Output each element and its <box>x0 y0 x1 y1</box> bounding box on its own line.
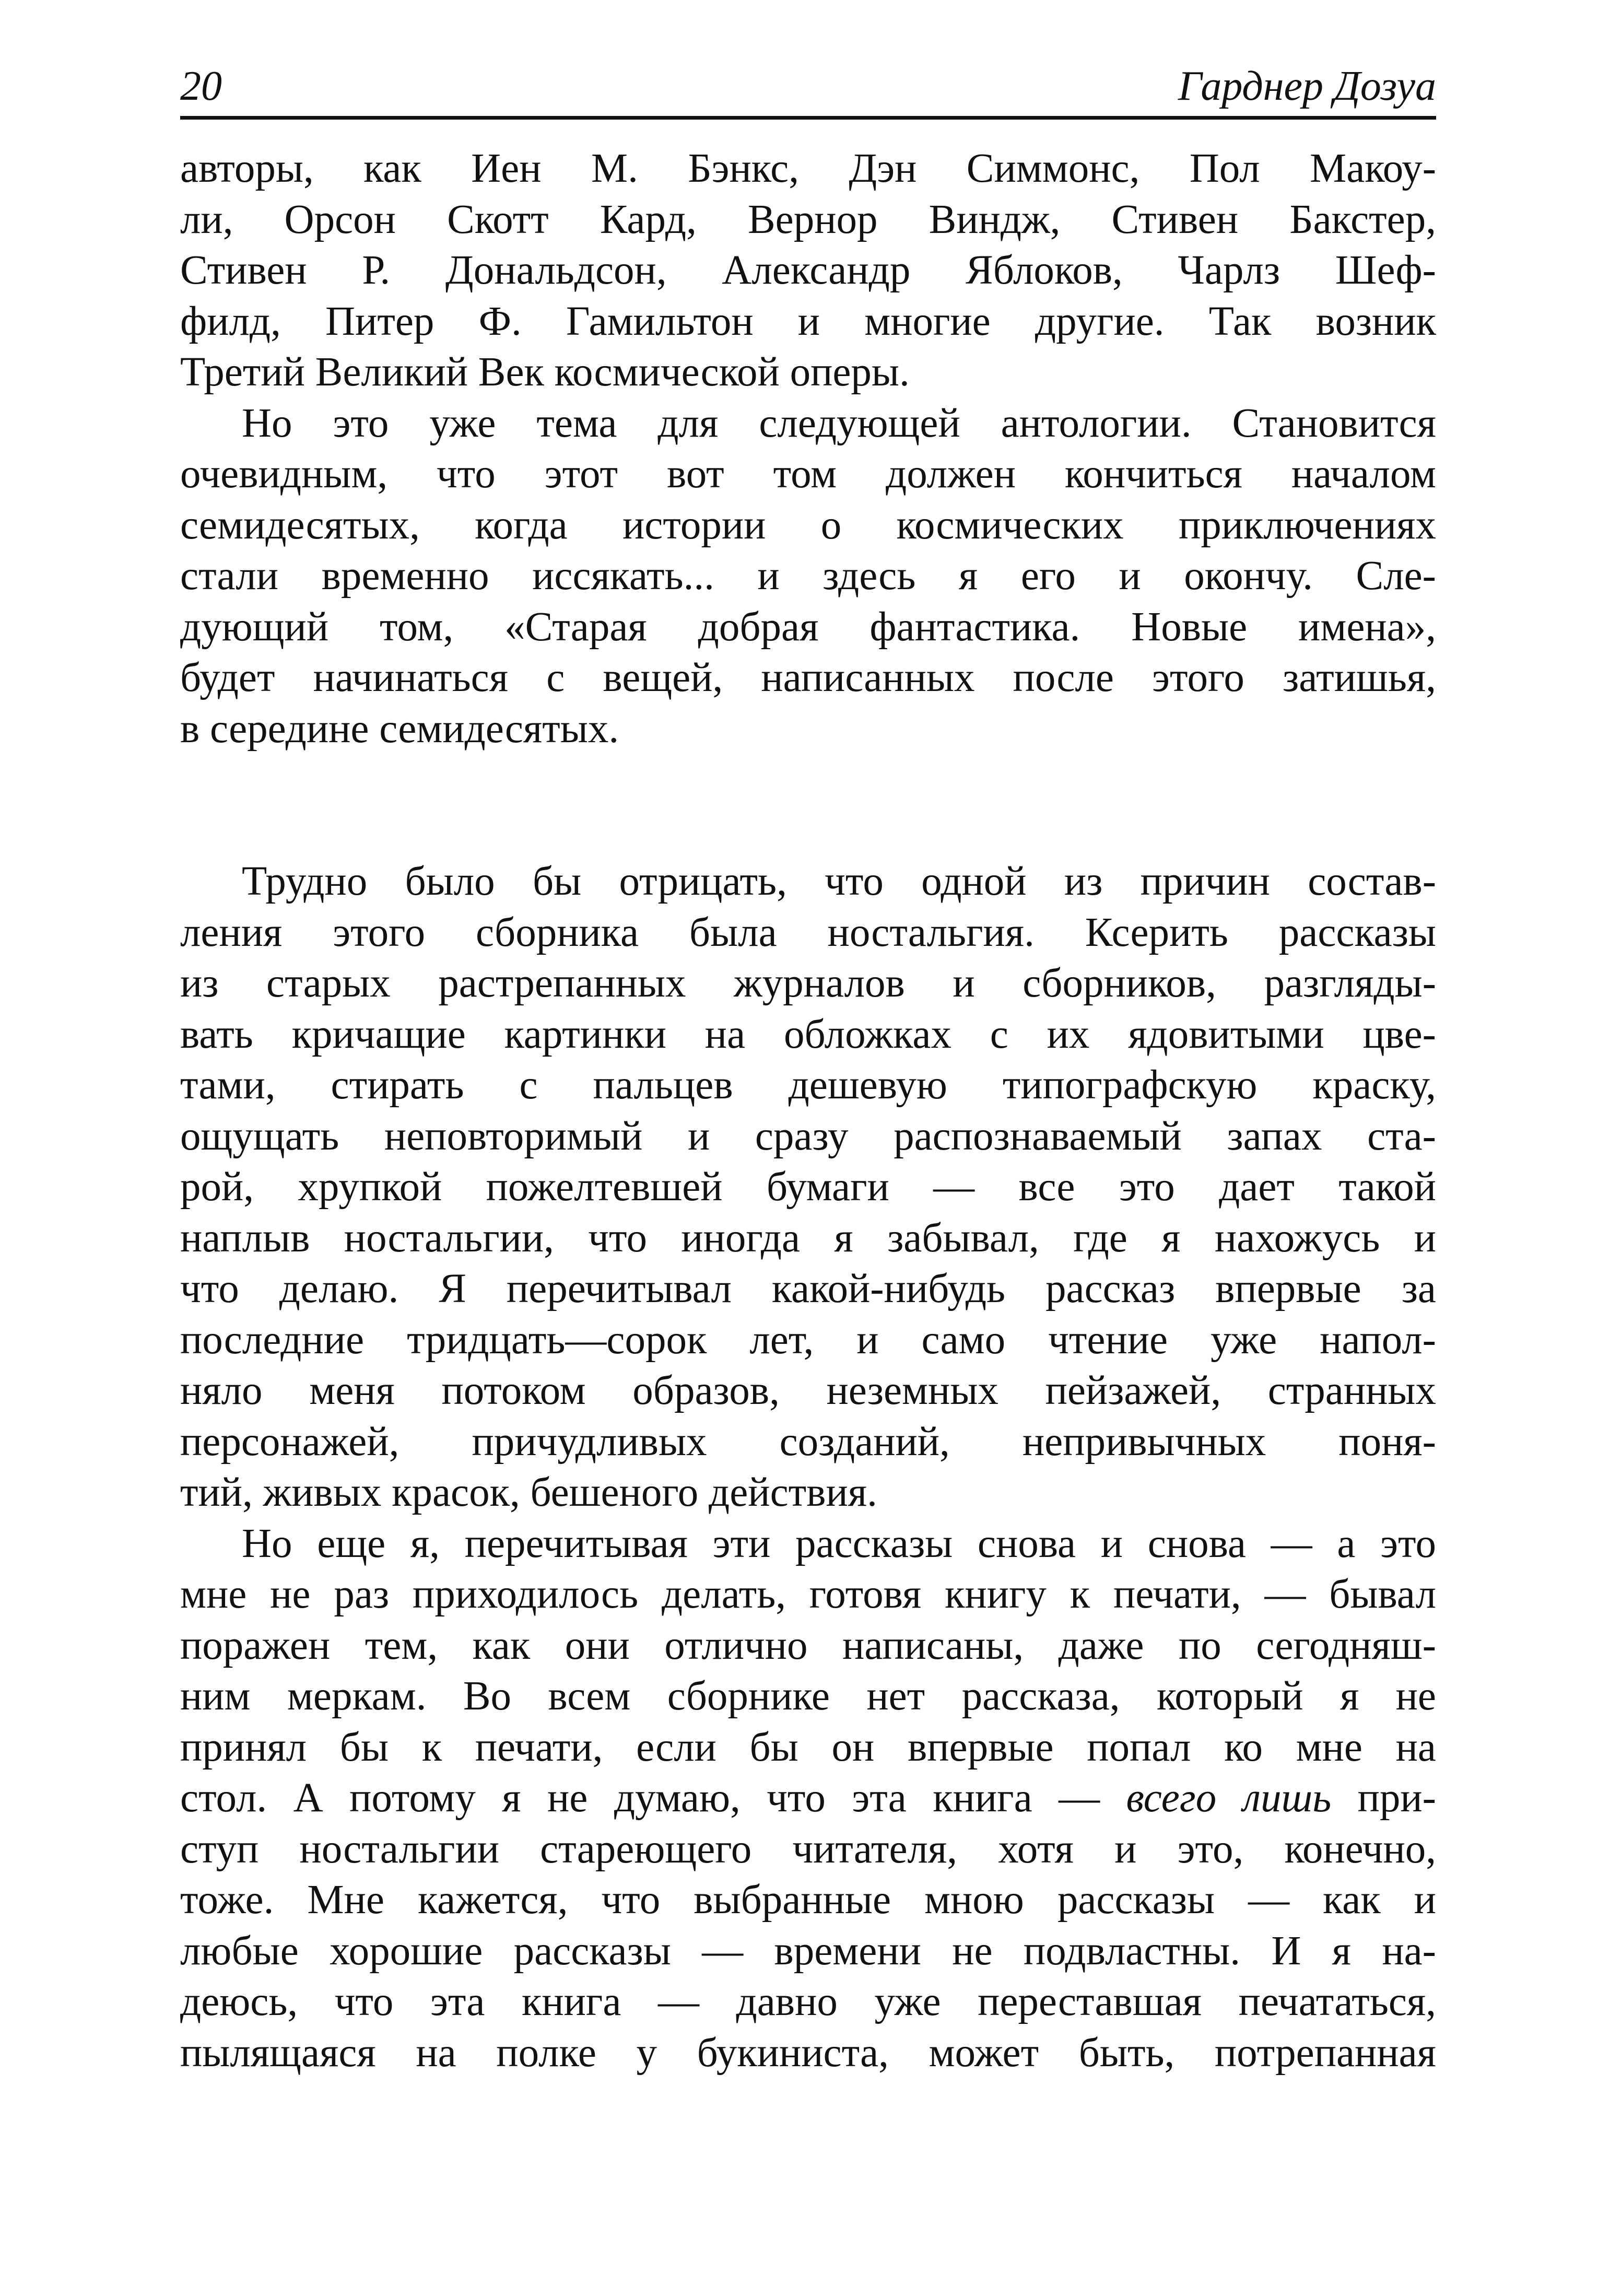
text-line: ли, Орсон Скотт Кард, Вернор Виндж, Стивен Бакстер, <box>180 196 1436 242</box>
section-gap <box>180 754 1436 856</box>
text-line: ощущать неповторимый и сразу распознаваемый запах ста- <box>180 1113 1436 1159</box>
text-line: очевидным, что этот вот том должен кончиться началом <box>180 451 1436 497</box>
text-line: тами, стирать с пальцев дешевую типографскую краску, <box>180 1062 1436 1108</box>
text-line: тий, живых красок, бешеного действия. <box>180 1470 877 1515</box>
text-line: персонажей, причудливых созданий, непривычных поня- <box>180 1419 1436 1465</box>
text-line: стали временно иссякать... и здесь я его и окончу. Сле- <box>180 553 1436 599</box>
paragraph-4 <box>180 1518 1436 2079</box>
text-line: филд, Питер Ф. Гамильтон и многие другие. Так возник <box>180 298 1436 344</box>
running-title: Гарднер Дозуа <box>1178 63 1436 109</box>
text-line: ления этого сборника была ностальгия. Ксерить рассказы <box>180 909 1436 955</box>
text-run: при- <box>1331 1775 1436 1821</box>
header-rule <box>180 116 1436 120</box>
text-line: дующий том, «Старая добрая фантастика. Новые имена», <box>180 604 1436 650</box>
text-line: тоже. Мне кажется, что выбранные мною рассказы — как и <box>180 1877 1436 1923</box>
paragraph-2 <box>180 398 1436 755</box>
text-line: няло меня потоком образов, неземных пейзажей, странных <box>180 1368 1436 1413</box>
text-line: поражен тем, как они отлично написаны, даже по сегодняш- <box>180 1622 1436 1668</box>
text-line: семидесятых, когда истории о космических приключениях <box>180 502 1436 548</box>
text-run: стол. А потому я не думаю, что эта книга — <box>180 1775 1126 1821</box>
text-line: наплыв ностальгии, что иногда я забывал, где я нахожусь и <box>180 1215 1436 1261</box>
text-line: любые хорошие рассказы — времени не подвластны. И я на- <box>180 1928 1436 1974</box>
book-page <box>180 57 1436 2251</box>
paragraph-3 <box>180 856 1436 1518</box>
page-number: 20 <box>180 63 222 109</box>
body-text <box>180 143 1436 2078</box>
text-line: ступ ностальгии стареющего читателя, хотя и это, конечно, <box>180 1826 1436 1872</box>
text-line: ним меркам. Во всем сборнике нет рассказа, который я не <box>180 1673 1436 1719</box>
text-line: в середине семидесятых. <box>180 706 619 752</box>
text-line: мне не раз приходилось делать, готовя книгу к печати, — бывал <box>180 1572 1436 1617</box>
text-line: будет начинаться с вещей, написанных после этого затишья, <box>180 655 1436 700</box>
emphasis-text: всего лишь <box>1126 1775 1332 1821</box>
text-line: пылящаяся на полке у букиниста, может быть, потрепанная <box>180 2030 1436 2076</box>
text-line: принял бы к печати, если бы он впервые попал ко мне на <box>180 1724 1436 1770</box>
text-line: вать кричащие картинки на обложках с их ядовитыми цве- <box>180 1011 1436 1057</box>
text-line: из старых растрепанных журналов и сборников, разгляды- <box>180 960 1436 1006</box>
text-line: последние тридцать—сорок лет, и само чтение уже напол- <box>180 1317 1436 1363</box>
text-line: авторы, как Иен М. Бэнкс, Дэн Симмонс, Пол Макоу- <box>180 146 1436 191</box>
text-line: рой, хрупкой пожелтевшей бумаги — все это дает такой <box>180 1164 1436 1210</box>
text-line: Третий Великий Век космической оперы. <box>180 349 910 395</box>
text-line: деюсь, что эта книга — давно уже переставшая печататься, <box>180 1979 1436 2024</box>
text-line: Но еще я, перечитывая эти рассказы снова и снова — а это <box>242 1520 1436 1566</box>
paragraph-1 <box>180 143 1436 398</box>
running-head <box>180 57 1436 115</box>
text-line-with-emphasis <box>180 1773 1436 1824</box>
text-line: Трудно было бы отрицать, что одной из причин состав- <box>242 859 1436 904</box>
text-line: Но это уже тема для следующей антологии. Становится <box>242 400 1436 446</box>
text-line: Стивен Р. Дональдсон, Александр Яблоков, Чарлз Шеф- <box>180 248 1436 293</box>
text-line: что делаю. Я перечитывал какой-нибудь рассказ впервые за <box>180 1266 1436 1311</box>
